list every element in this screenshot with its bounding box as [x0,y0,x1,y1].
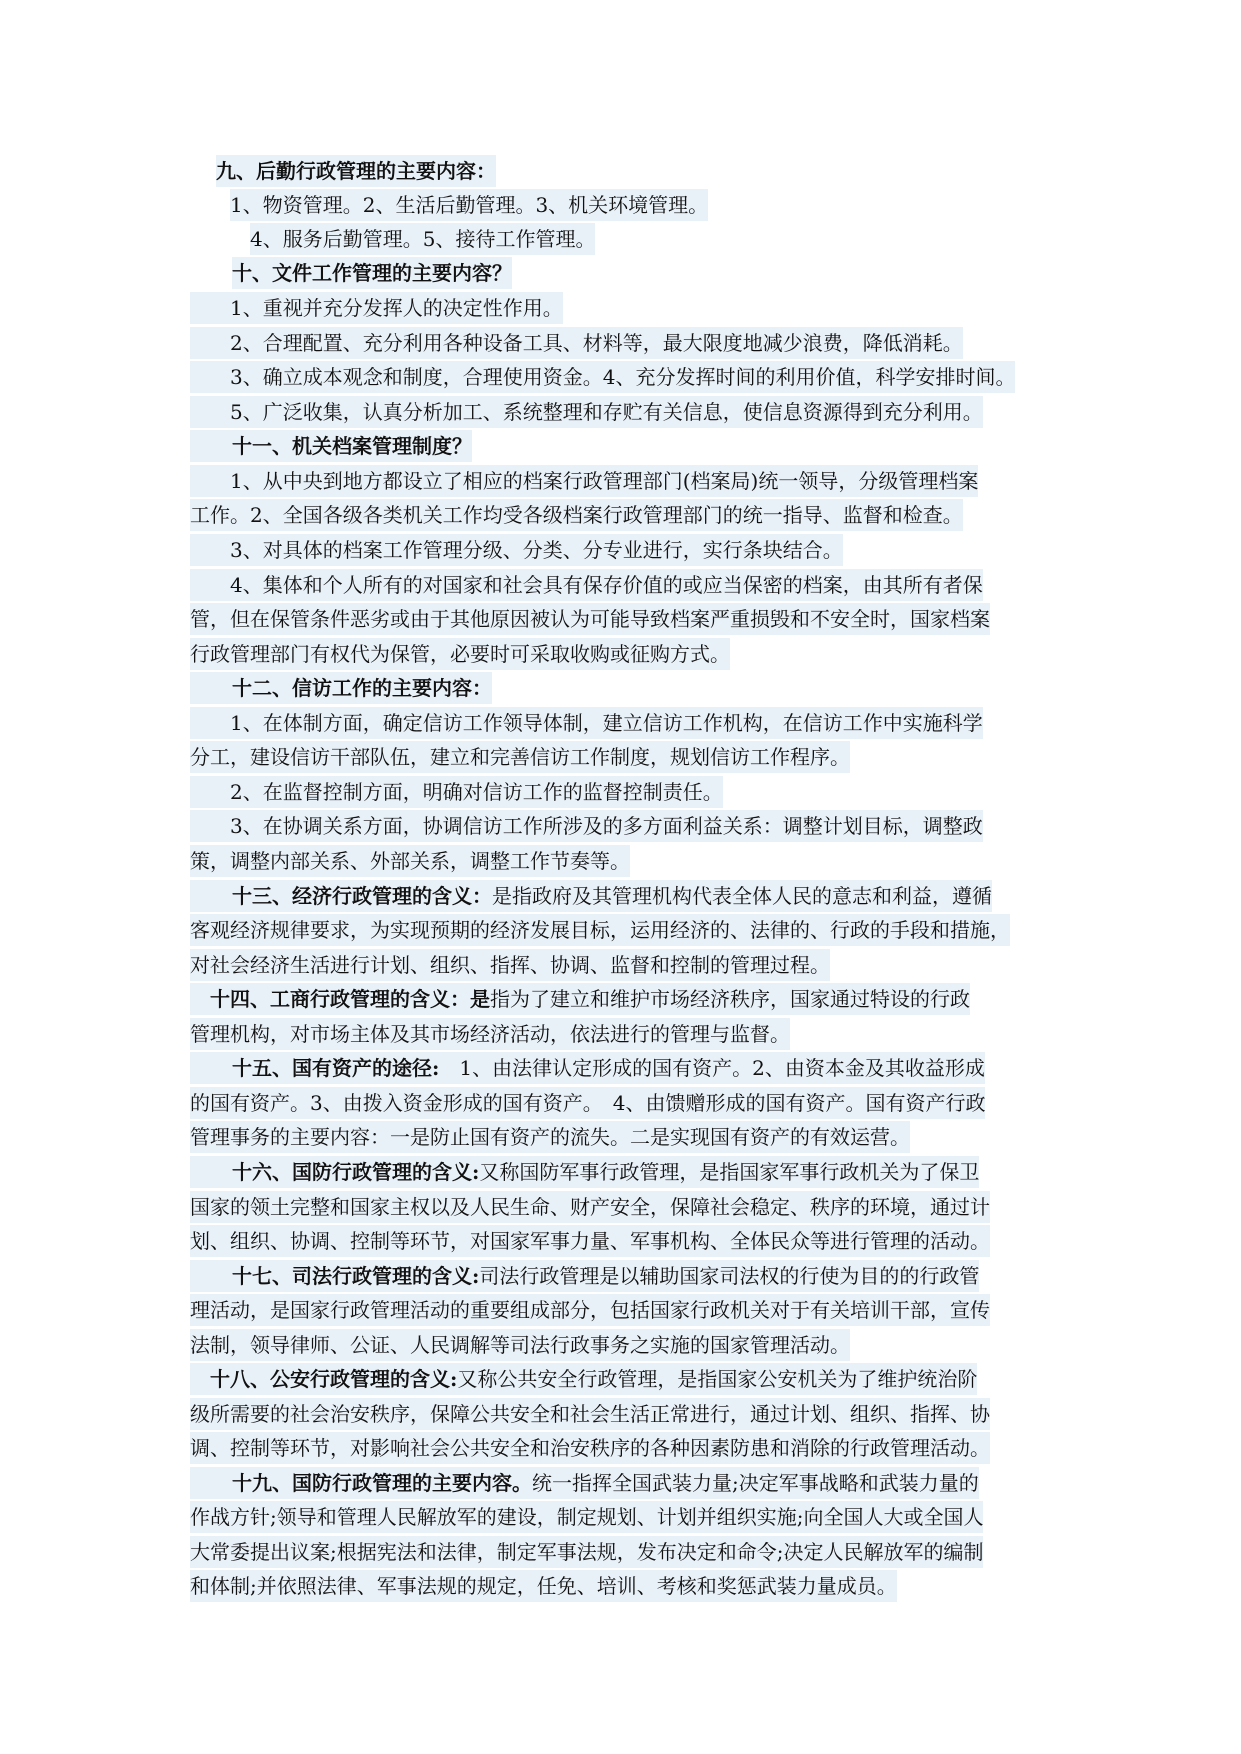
section-heading-18: 十八、公安行政管理的含义: [210,1367,458,1391]
paragraph-line: 1、从中央到地方都设立了相应的档案行政管理部门(档案局)统一领导，分级管理档案 [190,465,978,497]
paragraph-line: 4、集体和个人所有的对国家和社会具有保存价值的或应当保密的档案，由其所有者保 [190,569,983,601]
section-lead: 又称公共安全行政管理，是指国家公安机关为了维护统治阶 [457,1367,978,1391]
section-lead: 司法行政管理是以辅助国家司法权的行使为目的的行政管 [479,1264,980,1288]
section-heading-14: 十四、工商行政管理的含义：是 [210,987,490,1011]
paragraph-line: 3、确立成本观念和制度，合理使用资金。4、充分发挥时间的利用价值，科学安排时间。 [190,361,1015,393]
paragraph-line: 管理事务的主要内容：一是防止国有资产的流失。二是实现国有资产的有效运营。 [190,1121,910,1153]
paragraph-line: 分工，建设信访干部队伍，建立和完善信访工作制度，规划信访工作程序。 [190,741,850,773]
section-lead: 1、由法律认定形成的国有资产。2、由资本金及其收益形成 [439,1056,985,1080]
paragraph-line: 策，调整内部关系、外部关系，调整工作节奏等。 [190,845,630,877]
paragraph-line: 理活动，是国家行政管理活动的重要组成部分，包括国家行政机关对于有关培训干部，宣传 [190,1294,990,1326]
paragraph-line [190,880,992,912]
paragraph-line: 调、控制等环节，对影响社会公共安全和治安秩序的各种因素防患和消除的行政管理活动。 [190,1432,990,1464]
paragraph-line [190,1363,977,1395]
paragraph-line: 1、在体制方面，确定信访工作领导体制，建立信访工作机构，在信访工作中实施科学 [190,707,983,739]
paragraph-line: 作战方针;领导和管理人民解放军的建设，制定规划、计划并组织实施;向全国人大或全国人 [190,1501,983,1533]
paragraph-line: 4、服务后勤管理。5、接待工作管理。 [250,223,595,255]
paragraph-line: 划、组织、协调、控制等环节，对国家军事力量、军事机构、全体民众等进行管理的活动。 [190,1225,990,1257]
paragraph-line [190,983,970,1015]
section-heading-9: 九、后勤行政管理的主要内容： [216,155,496,187]
paragraph-line: 2、在监督控制方面，明确对信访工作的监督控制责任。 [190,776,723,808]
section-heading-15: 十五、国有资产的途径: [232,1056,440,1080]
paragraph-line: 3、对具体的档案工作管理分级、分类、分专业进行，实行条块结合。 [190,534,843,566]
paragraph-line: 1、重视并充分发挥人的决定性作用。 [190,292,563,324]
paragraph-line: 5、广泛收集，认真分析加工、系统整理和存贮有关信息，使信息资源得到充分利用。 [190,396,983,428]
section-lead: 统一指挥全国武装力量;决定军事战略和武装力量的 [532,1471,979,1495]
section-heading-12: 十二、信访工作的主要内容： [190,672,492,704]
paragraph-line [190,1467,979,1499]
paragraph-line: 3、在协调关系方面，协调信访工作所涉及的多方面利益关系：调整计划目标，调整政 [190,810,983,842]
section-heading-16: 十六、国防行政管理的含义: [232,1160,480,1184]
paragraph-line: 行政管理部门有权代为保管，必要时可采取收购或征购方式。 [190,638,730,670]
paragraph-line: 的国有资产。3、由拨入资金形成的国有资产。 4、由馈赠形成的国有资产。国有资产行政 [190,1087,985,1119]
paragraph-line: 客观经济规律要求，为实现预期的经济发展目标，运用经济的、法律的、行政的手段和措施， [190,914,1010,946]
section-heading-11: 十一、机关档案管理制度？ [190,430,472,462]
paragraph-line: 对社会经济生活进行计划、组织、指挥、协调、监督和控制的管理过程。 [190,949,830,981]
section-heading-13: 十三、经济行政管理的含义： [232,884,492,908]
section-lead: 又称国防军事行政管理，是指国家军事行政机关为了保卫 [479,1160,980,1184]
paragraph-line: 国家的领土完整和国家主权以及人民生命、财产安全，保障社会稳定、秩序的环境，通过计 [190,1191,990,1223]
paragraph-line: 法制，领导律师、公证、人民调解等司法行政事务之实施的国家管理活动。 [190,1329,850,1361]
paragraph-line: 管理机构，对市场主体及其市场经济活动，依法进行的管理与监督。 [190,1018,790,1050]
section-heading-10: 十、文件工作管理的主要内容？ [232,257,512,289]
paragraph-line [190,1156,979,1188]
section-heading-17: 十七、司法行政管理的含义: [232,1264,480,1288]
paragraph-line: 大常委提出议案;根据宪法和法律，制定军事法规，发布决定和命令;决定人民解放军的编制 [190,1536,983,1568]
paragraph-line [190,1052,985,1084]
paragraph-line: 级所需要的社会治安秩序，保障公共安全和社会生活正常进行，通过计划、组织、指挥、协 [190,1398,990,1430]
paragraph-line: 2、合理配置、充分利用各种设备工具、材料等，最大限度地减少浪费，降低消耗。 [190,327,963,359]
section-heading-19: 十九、国防行政管理的主要内容。 [232,1471,532,1495]
paragraph-line: 1、物资管理。2、生活后勤管理。3、机关环境管理。 [230,189,708,221]
paragraph-line: 工作。2、全国各级各类机关工作均受各级档案行政管理部门的统一指导、监督和检查。 [190,499,963,531]
section-lead: 是指政府及其管理机构代表全体人民的意志和利益，遵循 [492,884,992,908]
paragraph-line: 管，但在保管条件恶劣或由于其他原因被认为可能导致档案严重损毁和不安全时，国家档案 [190,603,990,635]
paragraph-line: 和体制;并依照法律、军事法规的规定，任免、培训、考核和奖惩武装力量成员。 [190,1570,897,1602]
section-lead: 指为了建立和维护市场经济秩序，国家通过特设的行政 [490,987,970,1011]
paragraph-line [190,1260,979,1292]
